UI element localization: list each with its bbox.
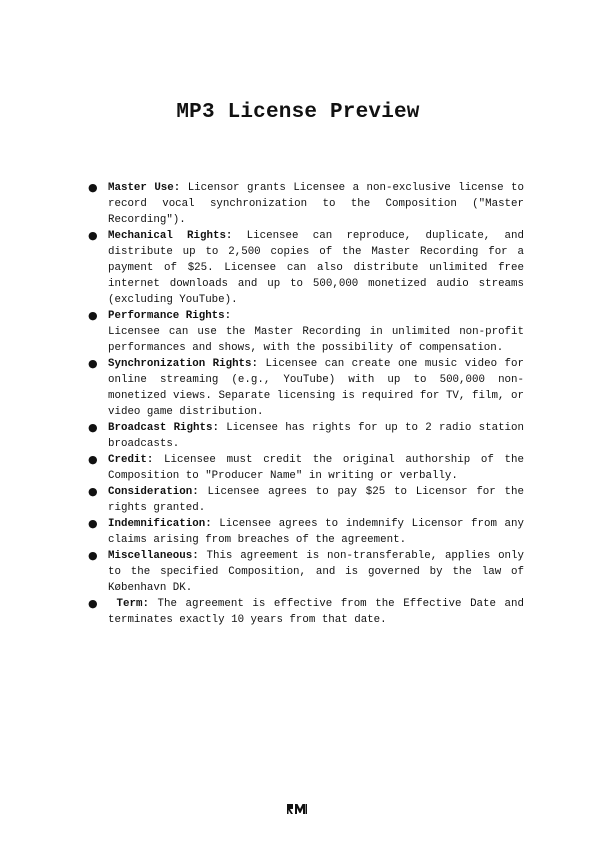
clause-term: Broadcast Rights: bbox=[108, 422, 219, 434]
clause-synchronization-rights bbox=[88, 356, 524, 420]
clause-text: This agreement is non-transferable, applies only to the specified Composition, and is governed by the law of København DK. bbox=[108, 550, 524, 594]
clause-term: Miscellaneous: bbox=[108, 550, 199, 562]
clause-indemnification bbox=[88, 516, 524, 548]
clause-term: Credit: bbox=[108, 454, 154, 466]
bullet-icon: ● bbox=[88, 309, 98, 322]
bullet-icon: ● bbox=[88, 485, 98, 498]
clause-mechanical-rights bbox=[88, 228, 524, 308]
clause-term: Master Use: bbox=[108, 182, 181, 194]
clause-text: Licensee must credit the original authorship of the Composition to "Producer Name" in writing or verbally. bbox=[108, 454, 524, 482]
clause-miscellaneous bbox=[88, 548, 524, 596]
bullet-icon: ● bbox=[88, 453, 98, 466]
bullet-icon: ● bbox=[88, 549, 98, 562]
clause-text: Licensee has rights for up to 2 radio station broadcasts. bbox=[108, 422, 524, 450]
clause-credit bbox=[88, 452, 524, 484]
bullet-icon: ● bbox=[88, 421, 98, 434]
clause-text: Licensee can use the Master Recording in unlimited non-profit performances and shows, with the possibility of compensation. bbox=[108, 326, 524, 354]
page-title: MP3 License Preview bbox=[176, 101, 420, 124]
clause-term: Term: bbox=[108, 598, 149, 610]
bullet-icon: ● bbox=[88, 229, 98, 242]
license-clauses bbox=[88, 180, 524, 628]
clause-text: Licensee agrees to pay $25 to Licensor for the rights granted. bbox=[108, 486, 524, 514]
clause-text: Licensee can reproduce, duplicate, and distribute up to 2,500 copies of the Master Recording for a payment of $25. Licensee can also distribute unlimited free internet downloads and up to 500,000 monetized audio streams (excluding YouTube). bbox=[108, 230, 524, 306]
clause-term: Consideration: bbox=[108, 486, 199, 498]
bullet-icon: ● bbox=[88, 357, 98, 370]
bullet-icon: ● bbox=[88, 517, 98, 530]
clause-term bbox=[88, 596, 524, 628]
clause-performance-rights bbox=[88, 308, 524, 356]
clause-text: Licensee agrees to indemnify Licensor from any claims arising from breaches of the agreement. bbox=[108, 518, 524, 546]
clause-broadcast-rights bbox=[88, 420, 524, 452]
bullet-icon: ● bbox=[88, 597, 98, 610]
clause-term: Synchronization Rights: bbox=[108, 358, 258, 370]
bullet-icon: ● bbox=[88, 181, 98, 194]
clause-consideration bbox=[88, 484, 524, 516]
clause-master-use bbox=[88, 180, 524, 228]
clause-text: The agreement is effective from the Effective Date and terminates exactly 10 years from that date. bbox=[108, 598, 524, 626]
logo-mark-icon bbox=[286, 803, 308, 815]
clause-text: Licensor grants Licensee a non-exclusive license to record vocal synchronization to the Composition ("Master Recording"). bbox=[108, 182, 524, 226]
clause-text: Licensee can create one music video for online streaming (e.g., YouTube) with up to 500,000 non-monetized views. Separate licensing is required for TV, film, or video game distribution. bbox=[108, 358, 524, 418]
clause-term: Performance Rights: bbox=[108, 310, 232, 322]
clause-term: Indemnification: bbox=[108, 518, 212, 530]
clause-term: Mechanical Rights: bbox=[108, 230, 233, 242]
